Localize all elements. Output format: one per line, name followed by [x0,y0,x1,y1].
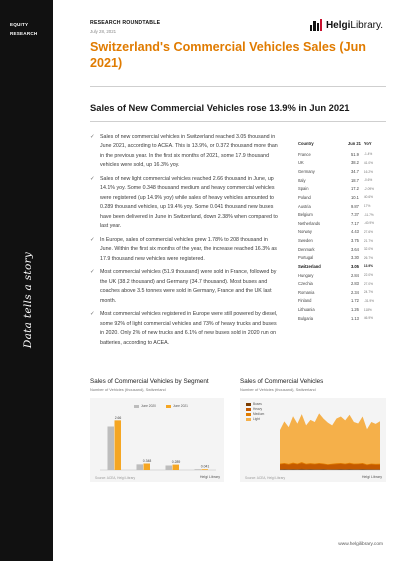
table-cell-yoy: -2.09% [363,186,375,191]
table-cell-yoy: 21.7% [363,238,373,243]
table-header: YoY [363,141,372,146]
table-cell-country: Bulgaria [298,315,314,321]
legend-item: Buses [246,402,264,406]
table-cell-yoy: 32.0% [363,247,373,252]
sidebar-tagline: Data tells a story [22,251,34,349]
sidebar [0,0,53,561]
table-cell-country: Finland [298,298,312,304]
page-title: Switzerland's Commercial Vehicles Sales (Jun 2021) [90,40,366,70]
table-cell-yoy: 17% [363,204,371,209]
table-cell-jun: 3.05 [350,263,359,269]
table-cell-country: Germany [298,169,315,175]
table-row [298,185,384,194]
trend-chart-area [240,398,386,482]
table-cell-yoy: -31.9% [363,298,375,303]
table-cell-yoy: -0.6% [363,178,373,183]
table-cell-yoy: 46.9% [363,316,373,321]
check-icon: ✓ [90,311,95,318]
data-label: 2.66 [114,415,122,420]
chart-title: Sales of Commercial Vehicles by Segment [90,378,209,385]
table-cell-country: France [298,151,311,157]
table-row [298,305,384,314]
table-cell-jun: 2.83 [350,281,359,287]
table-row [298,202,384,211]
table-cell-jun: 1.72 [350,298,359,304]
table-cell-jun: 51.9 [350,151,359,157]
chart-logo: Helgi Library [199,475,220,479]
footer-url[interactable]: www.helgilibrary.com [338,542,383,547]
check-icon: ✓ [90,269,95,276]
trend-chart [240,378,386,392]
table-cell-country: Sweden [298,238,313,244]
table-cell-jun: 1.13 [350,315,359,321]
table-row [298,288,384,297]
table-cell-country: Belgium [298,212,313,218]
check-icon: ✓ [90,134,95,140]
sidebar-label [10,20,37,38]
data-label: 0.348 [142,459,152,464]
table-cell-yoy: 26.7% [363,255,373,260]
table-cell-yoy: -40.9% [363,221,375,226]
table-row [298,228,384,237]
sidebar-label-line1: EQUITY [10,22,29,27]
bullet-item: ✓ Most commercial vehicles (51.9 thousand) were sold in France, followed by the UK (38.2 thousand) and Germany (34.7 thousand). Most buses and coaches above 3.5 tonnes were sold in Germany, France and the UK last month. [90,269,277,304]
table-cell-country: Switzerland [298,263,321,269]
table-row [298,254,384,263]
section-label: RESEARCH ROUNDTABLE [90,20,161,26]
chart-title: Sales of Commercial Vehicles [240,378,324,385]
legend-item: Light [246,417,264,421]
check-icon: ✓ [90,236,95,243]
table-row [298,314,384,323]
table-row [298,271,384,280]
area-series-light [280,413,380,470]
table-row [298,245,384,254]
table-cell-jun: 17.2 [350,186,359,192]
legend-item: Medium [246,412,264,416]
table-row [298,159,384,168]
bar-0-2 [166,465,173,470]
table-cell-jun: 34.7 [350,169,359,175]
logo-bars-icon [309,19,323,31]
table-cell-jun: 10.1 [350,194,359,200]
table-row [298,297,384,306]
page-subtitle: Sales of New Commercial Vehicles rose 13.9% in Jun 2021 [90,102,350,113]
table-cell-jun: 3.30 [350,255,359,261]
bullet-list [90,133,278,352]
table-cell-country: Spain [298,186,309,192]
chart-subtitle: Number of Vehicles (thousand), Switzerland [240,387,316,392]
table-row [298,210,384,219]
table-cell-country: Hungary [298,272,314,278]
bar-1-3 [202,469,209,470]
table-cell-yoy: 13.9% [363,264,373,269]
table-row [298,150,384,159]
chart-source: Source: ACEA, Helgi Library [95,476,136,480]
table-row [298,236,384,245]
table-cell-country: Italy [298,177,306,183]
table-cell-jun: 7.17 [350,220,359,226]
table-cell-country: Portugal [298,255,314,261]
table-cell-jun: 7.37 [350,212,359,218]
table-cell-jun: 4.43 [350,229,359,235]
legend-item: June 2020 [134,404,156,408]
table-cell-yoy: 41.0% [363,160,373,165]
table-cell-country: Poland [298,194,311,200]
country-table [298,141,384,323]
bullet-item: ✓ Sales of new commercial vehicles in Switzerland reached 3.05 thousand in June 2021, according to ACEA. This is 13.9%, or 0.372 thousand more than in the previous year. In the first six months of 2021, some 17.9 thousand vehicles were sold, up 16.3% yoy. [90,134,278,169]
table-row [298,176,384,185]
chart-logo: Helgi Library [361,475,382,479]
logo-text: HelgiLibrary. [325,19,383,31]
table-cell-country: Denmark [298,246,315,252]
table-cell-jun: 38.2 [350,160,359,166]
table-cell-country: Austria [298,203,311,209]
table-row [298,167,384,176]
bar-0-1 [137,464,144,470]
data-label: 0.289 [171,460,181,465]
table-cell-yoy: 118% [363,307,372,312]
table-row [298,193,384,202]
table-body [298,150,384,323]
table-cell-country: Norway [298,229,312,235]
segment-chart [90,378,226,392]
table-cell-yoy: 24.7% [363,290,373,295]
sidebar-label-line2: RESEARCH [10,31,38,36]
table-cell-yoy: 22.0% [363,273,373,278]
table-cell-yoy: 16.2% [363,169,373,174]
bullet-item: ✓ Most commercial vehicles registered in Europe were still powered by diesel, some 92% of light commercial vehicles and 73% of heavy trucks and buses in 2020. Only 2% of new trucks and 6.1% of new buses sold in 2020 run on batteries, according to ACEA. [90,311,278,346]
table-cell-yoy: 27.0% [363,281,373,286]
table-row [298,262,384,271]
table-cell-jun: 9.87 [350,203,359,209]
table-cell-yoy: -1.4% [363,152,373,157]
table-cell-yoy: 27.6% [363,229,373,234]
table-cell-country: Czechia [298,281,313,287]
subtitle-divider [90,121,386,122]
legend-item: June 2021 [166,404,188,408]
table-cell-jun: 18.7 [350,177,359,183]
legend-item: Heavy [246,407,264,411]
bar-0-0 [108,427,115,470]
table-cell-yoy: -11.7% [363,212,374,217]
table-cell-yoy: 40.6% [363,195,373,200]
segment-chart-area [90,398,224,482]
table-cell-country: Netherlands [298,220,321,226]
chart-source: Source: ACEA, Helgi Library [245,476,286,480]
bar-1-0 [115,420,122,470]
table-cell-jun: 3.64 [350,246,359,252]
table-header: Country [298,141,314,146]
table-cell-jun: 2.34 [350,289,359,295]
bar-1-1 [144,464,151,470]
bullet-item: ✓ Sales of new light commercial vehicles reached 2.66 thousand in June, up 14.1% yoy. Some 0.348 thousand medium and heavy commercial vehicles were registered (up 14.9% yoy) while sales of heavy vehicles amounted to 0.289 thousand vehicles, up 19.4% yoy. Some 0.041 thousand new buses have been delivered in June in Switzerland, down 2.38% when compared to last year. [90,176,278,230]
publish-date: July 28, 2021 [90,29,117,34]
table-cell-country: Lithuania [298,307,315,313]
data-label: 0.041 [200,464,210,469]
table-row [298,219,384,228]
bar-1-2 [173,465,180,470]
brand-logo[interactable] [309,19,383,31]
chart-subtitle: Number of Vehicles (thousand), Switzerland [90,387,166,392]
trend-chart-svg [240,398,386,482]
table-row [298,279,384,288]
table-cell-jun: 3.75 [350,238,359,244]
check-icon: ✓ [90,176,95,183]
segment-chart-svg [90,398,224,482]
table-cell-country: Romania [298,289,315,295]
bullet-item: ✓ In Europe, sales of commercial vehicles grew 1.78% to 208 thousand in June. Within the first six months of the year, the increase reached 16.3% as 17.9 thousand new vehicles were registered. [90,236,277,262]
table-cell-jun: 1.26 [350,307,359,313]
title-divider [90,86,386,87]
table-cell-jun: 2.84 [350,272,359,278]
table-header: Jun 21 [347,141,361,146]
table-header-row [298,141,384,150]
bar-0-3 [195,469,202,470]
table-cell-country: UK [298,160,304,166]
